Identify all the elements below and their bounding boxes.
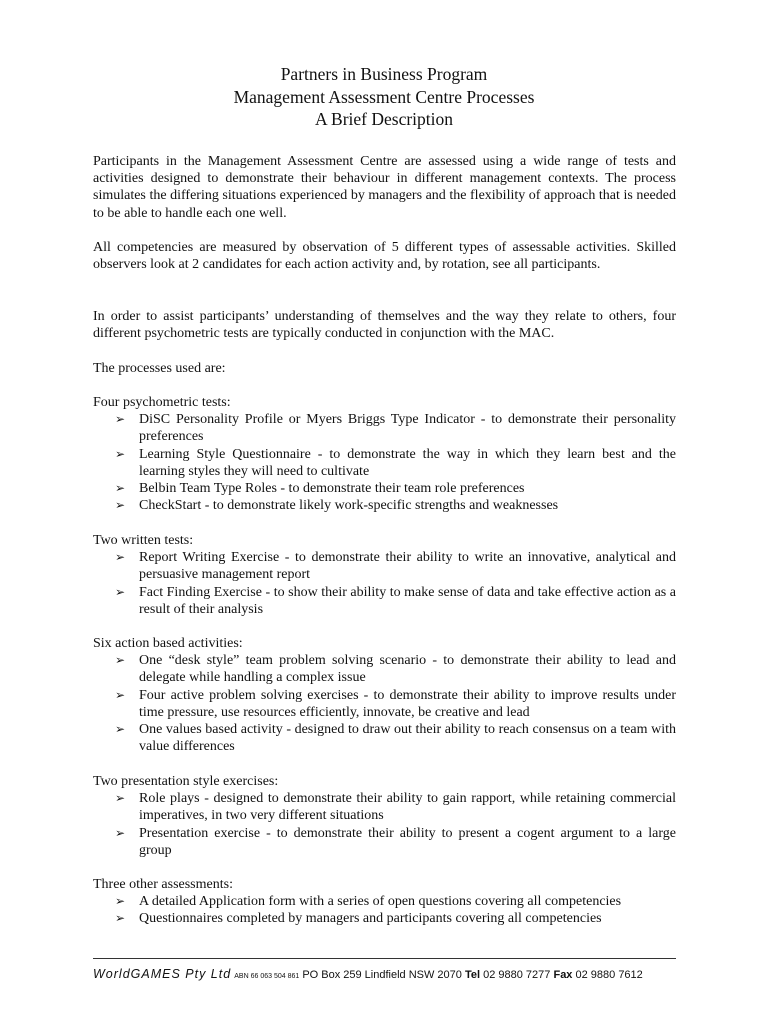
list-item xyxy=(93,411,676,445)
list-item xyxy=(93,652,676,686)
arrow-bullet-icon: ➢ xyxy=(115,791,126,806)
processes-intro: The processes used are: xyxy=(93,361,226,376)
section-heading: Two presentation style exercises: xyxy=(93,774,279,789)
section-heading: Two written tests: xyxy=(93,533,194,548)
section-heading: Four psychometric tests: xyxy=(93,395,231,410)
section-other-assessments xyxy=(93,876,676,928)
list-item-text: Questionnaires completed by managers and participants covering all competencies xyxy=(139,911,602,927)
document-title-line-3: A Brief Description xyxy=(314,109,454,129)
arrow-bullet-icon: ➢ xyxy=(115,653,126,668)
footer-abn: ABN 66 063 504 861 xyxy=(234,973,300,980)
list-item xyxy=(93,549,676,583)
footer-tel-label: Tel xyxy=(464,969,481,981)
list-item-text: One “desk style” team problem solving scenario - to demonstrate their ability to lead and delegate while handling a complex issue xyxy=(139,653,676,686)
list-item xyxy=(93,584,676,618)
section-written-tests xyxy=(93,532,676,618)
arrow-bullet-icon: ➢ xyxy=(115,412,126,427)
list-item-text: CheckStart - to demonstrate likely work-specific strengths and weaknesses xyxy=(139,498,559,514)
arrow-bullet-icon: ➢ xyxy=(115,584,126,599)
list-item-text: Learning Style Questionnaire - to demonstrate the way in which they learn best and the learning styles they will need to cultivate xyxy=(139,446,676,479)
arrow-bullet-icon: ➢ xyxy=(115,446,126,461)
arrow-bullet-icon: ➢ xyxy=(115,550,126,565)
document-title-line-1: Partners in Business Program xyxy=(280,64,488,84)
list-item-text: A detailed Application form with a series of open questions covering all competencies xyxy=(139,894,622,910)
arrow-bullet-icon: ➢ xyxy=(115,911,126,926)
list-item xyxy=(93,497,676,514)
section-action-activities xyxy=(93,635,676,755)
list-item xyxy=(93,825,676,859)
bullet-list xyxy=(93,652,676,755)
list-item-text: Fact Finding Exercise - to show their ability to make sense of data and take effective action as a result of their analysis xyxy=(139,584,676,617)
list-item xyxy=(93,480,676,497)
footer-fax: 02 9880 7612 xyxy=(575,969,643,981)
list-item-text: Presentation exercise - to demonstrate their ability to present a cogent argument to a large group xyxy=(139,825,676,858)
bullet-list xyxy=(93,790,676,859)
footer-fax-label: Fax xyxy=(553,969,573,981)
footer-tel: 02 9880 7277 xyxy=(483,969,551,981)
footer-address: PO Box 259 Lindfield NSW 2070 xyxy=(302,969,462,981)
list-item xyxy=(93,893,676,910)
list-item-text: One values based activity - designed to draw out their ability to reach consensus on a team with value differences xyxy=(139,722,676,755)
list-item-text: DiSC Personality Profile or Myers Briggs Type Indicator - to demonstrate their personality preferences xyxy=(139,412,676,445)
list-item xyxy=(93,446,676,480)
list-item-text: Report Writing Exercise - to demonstrate their ability to write an innovative, analytical and persuasive management report xyxy=(139,550,676,583)
list-item-text: Role plays - designed to demonstrate their ability to gain rapport, while retaining commercial imperatives, in two very different situations xyxy=(139,791,676,824)
section-heading: Six action based activities: xyxy=(93,636,243,651)
document-title-line-2: Management Assessment Centre Processes xyxy=(233,87,535,107)
arrow-bullet-icon: ➢ xyxy=(115,722,126,737)
section-heading: Three other assessments: xyxy=(93,877,233,892)
arrow-bullet-icon: ➢ xyxy=(115,481,126,496)
arrow-bullet-icon: ➢ xyxy=(115,894,126,909)
list-item xyxy=(93,910,676,927)
footer-company-name: WorldGAMES Pty Ltd xyxy=(93,967,232,981)
psychometric-paragraph: In order to assist participants’ understanding of themselves and the way they relate to others, four different psychometric tests are typically conducted in conjunction with the MAC. xyxy=(93,309,676,342)
bullet-list xyxy=(93,893,676,927)
section-presentation-exercises xyxy=(93,773,676,859)
bullet-list xyxy=(93,549,676,618)
arrow-bullet-icon: ➢ xyxy=(115,498,126,513)
intro-paragraph: Participants in the Management Assessment Centre are assessed using a wide range of tests and activities designed to demonstrate their behaviour in different management contexts. The process simulates the differing situations experienced by managers and the flexibility of approach that is needed to be able to handle each one well. xyxy=(93,154,676,221)
footer xyxy=(93,967,693,981)
competencies-paragraph: All competencies are measured by observation of 5 different types of assessable activities. Skilled observers look at 2 candidates for each action activity and, by rotation, see all participants. xyxy=(93,240,676,273)
list-item xyxy=(93,687,676,721)
arrow-bullet-icon: ➢ xyxy=(115,825,126,840)
footer-divider xyxy=(93,958,676,959)
section-psychometric-tests xyxy=(93,394,676,514)
arrow-bullet-icon: ➢ xyxy=(115,687,126,702)
bullet-list xyxy=(93,411,676,514)
list-item xyxy=(93,721,676,755)
list-item-text: Belbin Team Type Roles - to demonstrate their team role preferences xyxy=(139,481,525,497)
list-item xyxy=(93,790,676,824)
list-item-text: Four active problem solving exercises - to demonstrate their ability to improve results under time pressure, use resources efficiently, innovate, be creative and lead xyxy=(139,687,676,720)
